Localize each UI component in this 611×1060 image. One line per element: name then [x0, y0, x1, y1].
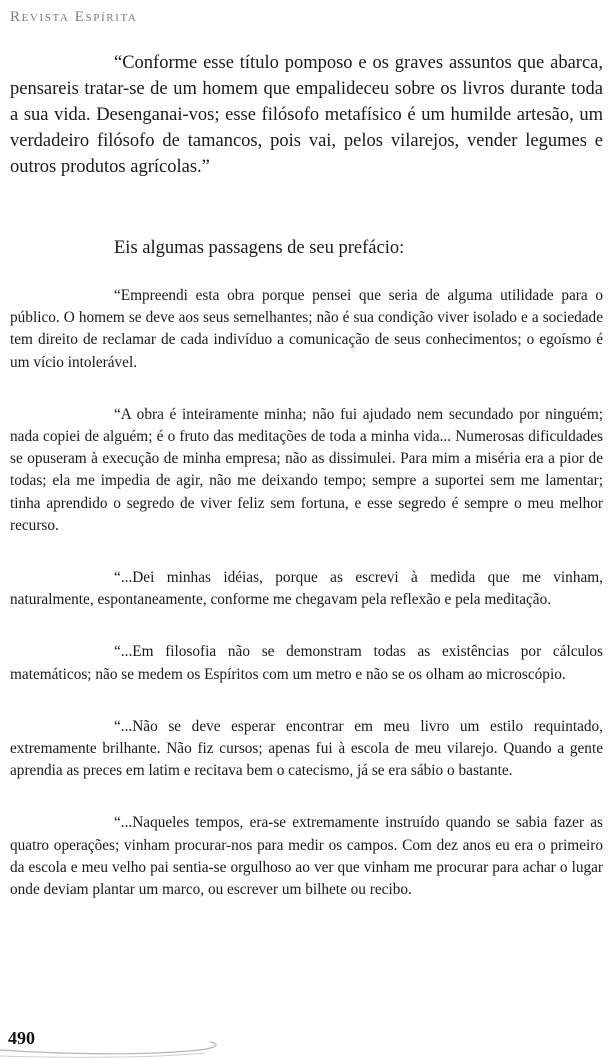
page-number: 490 — [8, 1028, 35, 1048]
quote-paragraph: “...Dei minhas idéias, porque as escrevi à medida que me vinham, naturalmente, espontaneamente, conforme me chegavam pela reflexão e pela meditação. — [10, 569, 603, 609]
running-header: Revista Espírita — [10, 9, 138, 25]
lead-paragraph — [10, 50, 603, 180]
intro-line: Eis algumas passagens de seu prefácio: — [114, 238, 405, 258]
quote-paragraph: “...Naqueles tempos, era-se extremamente instruído quando se sabia fazer as quatro operações; vinham procurar-nos para medir os campos. Com dez anos eu era o primeiro da escola e meu velho pai sentia-se orgulhoso ao ver que vinham me procurar para achar o lugar onde deviam plantar um marco, ou escrever um bilhete ou recibo. — [10, 814, 603, 899]
quote-paragraph: “...Em filosofia não se demonstram todas as existências por cálculos matemáticos; não se medem os Espíritos com um metro e não se os olham ao microscópio. — [10, 643, 603, 683]
quote-paragraph: “...Não se deve esperar encontrar em meu livro um estilo requintado, extremamente brilhante. Não fiz cursos; apenas fui à escola de meu vilarejo. Quando a gente aprendia as preces em latim e recitava bem o catecismo, já se era sábio o bastante. — [10, 717, 603, 780]
footer-swoosh-ornament — [0, 1020, 240, 1060]
quote-paragraph: “Empreendi esta obra porque pensei que seria de alguma utilidade para o público. O homem se deve aos seus semelhantes; não é sua condição viver isolado e a sociedade tem direito de reclamar de cada indivíduo a comunicação de seus conhecimentos; o egoísmo é um vício intolerável. — [10, 287, 603, 371]
quoted-passages — [10, 285, 603, 931]
quote-paragraph: “A obra é inteiramente minha; não fui ajudado nem secundado por ninguém; nada copiei de alguém; é o fruto das meditações de toda a minha vida... Numerosas dificuldades se opuseram à execução de minha empresa; não as dissimulei. Para mim a miséria era a pior de todas; ela me impedia de agir, não me deixando tempo; sempre a suportei sem me lamentar; tinha aprendido o segredo de viver feliz sem fortuna, e esse segredo é sempre o meu melhor recurso. — [10, 405, 603, 534]
lead-paragraph-text: “Conforme esse título pomposo e os graves assuntos que abarca, pensareis tratar-se de um homem que empalideceu sobre os livros durante toda a sua vida. Desenganai-vos; esse filósofo metafísico é um humilde artesão, um verdadeiro filósofo de tamancos, pois vai, pelos vilarejos, vender legumes e outros produtos agrícolas.” — [10, 53, 603, 177]
